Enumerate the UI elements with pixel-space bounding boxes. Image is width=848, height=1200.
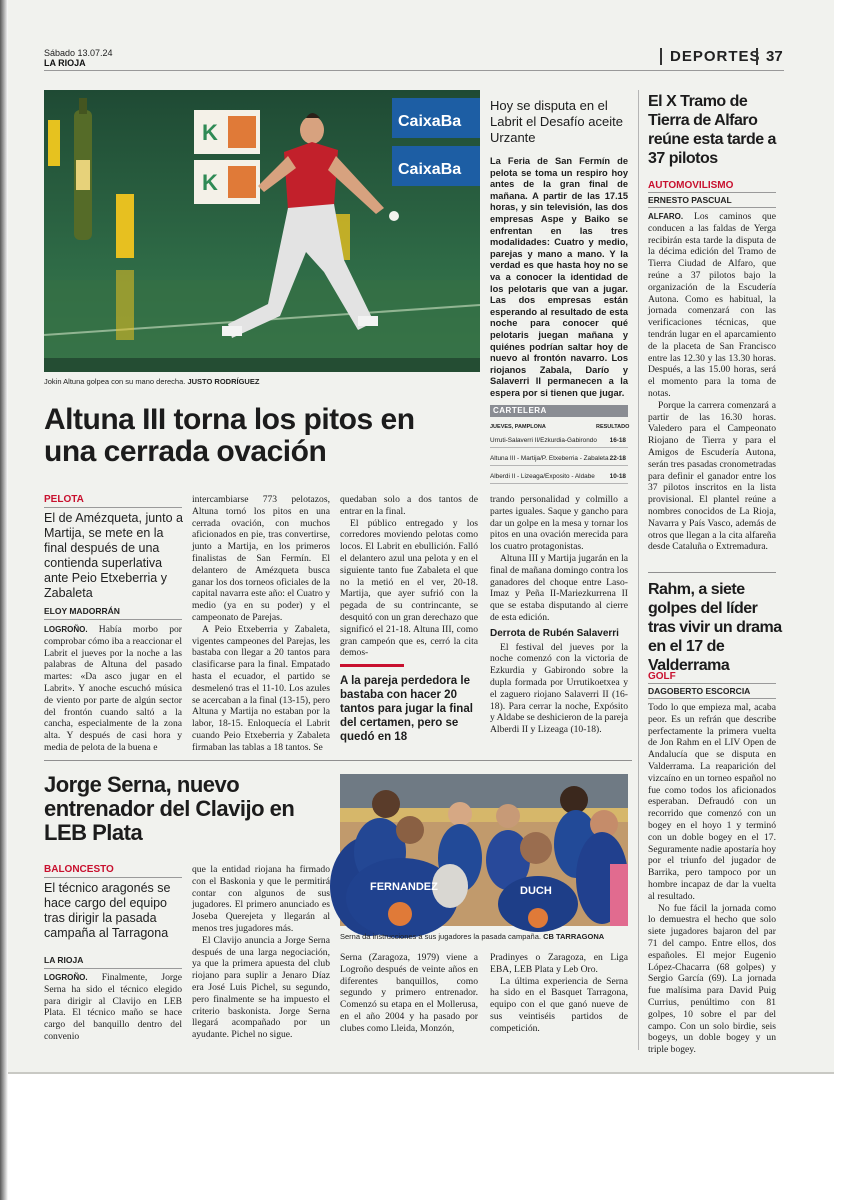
alfaro-p2: Porque la carrera comenzará a partir de las 16.30 horas. Valedero para el Campeonato Riojano de Tierra y para el Amigos de Escudería Autona, serán tres pasadas cronometradas para definir el ganador entre los 37 pilotos inscritos en la lista provisional. El plantel reúne a nombres conocidos de La Rioja, Navarra y País Vasco, además de otros que llegan a la cita alfareña desde Cataluña o Extremadura.: [648, 399, 776, 553]
publication-name: LA RIOJA: [44, 58, 86, 68]
k-logo-1: K: [202, 120, 218, 145]
altuna-photo-illustration: [44, 90, 480, 372]
serna-subhead: El técnico aragonés se hace cargo del equipo tras dirigir la pasada campaña al Tarragona: [44, 881, 171, 940]
serna-column-2: [192, 864, 330, 1041]
jersey-name-duch: DUCH: [520, 885, 552, 897]
urzante-text: La Feria de San Fermín de pelota se toma un respiro hoy antes de la gran final de mañana. A partir de las 17.15 horas, y sin televisión, las dos empresas Aspe y Baiko se enfrentan en las tres modalidades: Cuatro y medio, parejas y mano a mano. Y la verdad es que hasta hoy no se va a conocer la identidad de los pelotaris que van a jugar. Las dos empresas están esperando al resultado de esta noche para conocer qué pelotaris juegan mañana y quiénes podrían saltar hoy de nuevo al frontón navarro. Los riojanos Zabala, Darío y Salaverri II permanecen a la espera por si tienen que jugar.: [490, 156, 628, 398]
serna-col2-p2: El Clavijo anuncia a Jorge Serna después de una larga negociación, ya que la primera apuesta del club riojano para suplir a Jenaro Díaz era José Luis Pichel, su segundo, pero finalmente se ha impuesto el criterio baskonista. Jorge Serna llegará acompañado por un ayudante. Pichel no sigue.: [192, 934, 330, 1041]
altuna-col1-text: Había morbo por comprobar cómo iba a reaccionar el Labrit el jueves por la noche a las palabras de Altuna del pasado martes: «Da asco jugar en el Labrit». Y anoche escuchó música de viento por parte de algún sector del frontón cuando saltó a la cancha, especialmente de la zona alta. Y después de casi hora y media de pelota de la buena e: [44, 624, 182, 753]
serna-column-4: [490, 952, 628, 1036]
alfaro-byline-rule: [648, 207, 776, 208]
altuna-column-1: [44, 624, 182, 753]
caixabank-ad-1: CaixaBa: [398, 113, 462, 130]
alfaro-p1: Los caminos que conducen a las faldas de Yerga recibirán esta tarde la disputa de la décima edición del Tramo de Tierra Ciudad de Alfaro, que reúne a 37 pilotos bajo la organización de la Escudería Autona. Como es habitual, la jornada comenzará con las verificaciones técnicas, que tendrán lugar en el aparcamiento de la placeta de San Francisco entre las 12.30 y las 13.30 horas. Después, a las 15.00 horas, será el momento para la toma de notas.: [648, 211, 776, 399]
cartelera-score: 22-18: [609, 455, 626, 462]
altuna-kicker-rule: [44, 507, 182, 508]
altuna-caption-text: Jokin Altuna golpea con su mano derecha.: [44, 377, 186, 386]
rahm-kicker-rule: [648, 683, 776, 684]
urzante-title: Hoy se disputa en el Labrit el Desafío aceite Urzante: [490, 98, 623, 145]
serna-col3-text: Serna (Zaragoza, 1979) viene a Logroño después de veinte años en diferentes banquillos, como segundo y primero entrenador. Comenzó su etapa en el Mollerusa, en el año 2004 y ha pasado por clubes como Lleida, Monzón,: [340, 952, 478, 1034]
altuna-col2-p1: intercambiarse 773 pelotazos, Altuna tornó los pitos en una cerrada ovación, con muchos aficionados en pie, tras convertirse, junto a Martija, en los primeros finalistas de San Fermín. El delantero de Amézqueta busca ganar los dos torneos oficiales de la capital navarra este año: el Cuatro y medio (ya en su poder) y el campeonato de Parejas.: [192, 494, 330, 623]
altuna-col4-p2: Altuna III y Martija jugarán en la final de mañana domingo contra los ganadores del choque entre Laso-Imaz y Peña II-Mariezkurrena II que se estaba disputando al cierre de esta edición.: [490, 552, 628, 623]
altuna-photo-credit: JUSTO RODRÍGUEZ: [187, 377, 260, 386]
k-logo-2: K: [202, 170, 218, 195]
altuna-column-3: [340, 494, 478, 659]
altuna-headline: Altuna III torna los pitos en una cerrada ovación: [44, 403, 415, 468]
serna-col2-p1: que la entidad riojana ha firmado con el Baskonia y que le permitirá contar con algunos de sus jugadores. El primero anunciado es Joseba Querejeta y llegarán al menos tres jugadores más.: [192, 864, 330, 934]
altuna-col3-p2: El público entregado y los corredores moviendo pelotas como locos. El Labrit en ebullición. Falló el delantero azul una pelota y en el siguiente tanto fue Zabaleta el que no la metió en el ver, 20-18. Martija, que ayer sufrió con la pegada de su contrincante, se desquitó con un gran derechazo que significó el 21-18. Altuna III, como gran campeón que es, cerró la cita demos-: [340, 517, 478, 659]
serna-column-3: [340, 952, 478, 1036]
altuna-col4-subtitle: Derrota de Rubén Salaverri: [490, 627, 619, 639]
rahm-p2: No fue fácil la jornada como lo demuestra el hecho que solo siete jugadores bajaron del par 71 del campo. Entre ellos, dos españoles. El mejor Eugenio López-Chacarra (68 golpes) y Sergio García (69). La jornada fue malísima para David Puig Currius, penúltimo con 81 golpes, 10 sobre el par del campo. Con un solo birdie, seis bogeys, un doble bogey y un triple bogey.: [648, 902, 776, 1056]
rahm-headline: Rahm, a siete golpes del líder tras vivir un drama en el 17 de Valderrama: [648, 581, 782, 674]
altuna-kicker: PELOTA: [44, 494, 84, 505]
right-column-divider: [638, 90, 639, 1050]
serna-byline-rule: [44, 968, 182, 969]
header-rule: [44, 70, 784, 71]
rahm-byline: DAGOBERTO ESCORCIA: [648, 686, 751, 696]
altuna-col3-p1: quedaban solo a dos tantos de entrar en la final.: [340, 494, 478, 517]
altuna-col4-p3: El festival del jueves por la noche comenzó con la victoria de Ezkurdia y Gabirondo sobre la dupla formada por Urrutikoetxea y el zaguero riojano Salaverri II (16-18). Para cerrar la noche, Expósito y Aldabe se deshicieron de la pareja Alberdi II y Lizeaga (10-18).: [490, 641, 628, 736]
alfaro-dateline: ALFARO.: [648, 212, 684, 221]
serna-col1-text: Finalmente, Jorge Serna ha sido el técnico elegido para dirigir al Clavijo en LEB Plata. El técnico maño se hace cargo del banquillo dentro del convenio: [44, 972, 182, 1042]
page-number: 37: [756, 48, 783, 65]
alfaro-body: [648, 211, 776, 575]
altuna-photo-caption: [44, 377, 480, 386]
cartelera-result-header: RESULTADO: [596, 424, 630, 430]
serna-caption-text: Serna da instrucciones a sus jugadores la pasada campaña.: [340, 932, 541, 941]
rahm-byline-rule: [648, 698, 776, 699]
serna-col4-p1: Pradinyes o Zaragoza, en Liga EBA, LEB Plata y Leb Oro.: [490, 952, 628, 975]
alfaro-byline: ERNESTO PASCUAL: [648, 195, 732, 205]
issue-date: Sábado 13.07.24: [44, 48, 113, 58]
altuna-byline-rule: [44, 619, 182, 620]
altuna-photo: [44, 90, 480, 372]
alfaro-kicker-rule: [648, 192, 776, 193]
serna-kicker-rule: [44, 877, 182, 878]
altuna-column-4: [490, 494, 628, 750]
page-bottom-edge: [8, 1072, 834, 1074]
cartelera-row: [490, 470, 628, 484]
pullquote-rule: [340, 664, 404, 667]
altuna-pullquote: A la pareja perdedora le bastaba con hacer 20 tantos para jugar la final del certamen, pero se quedó en 18: [340, 675, 473, 743]
cartelera-row: [490, 452, 628, 466]
caixabank-ad-2: CaixaBa: [398, 161, 462, 178]
altuna-col2-p2: A Peio Etxeberria y Zabaleta, vigentes campeones del Parejas, les bastaba con llegar a 20 tantos para clasificarse para la final. Empatado hasta el ecuador, el partido se desmelenó tras el 11-10. Los azules se acercaban a la final (13-15), pero Altuna y Martija no estaban por la labor, 18-15. Enloquecía el Labrit cuando Peio Etxeberria y Zabaleta firmaban las tablas a 18 tantos. Se: [192, 623, 330, 753]
cartelera-match: Altuna III - Martija/P. Etxeberria - Zabaleta: [490, 455, 609, 462]
cartelera-score: 10-18: [609, 473, 626, 480]
altuna-subhead: El de Amézqueta, junto a Martija, se mete en la final después de una contienda superlativa ante Peio Etxeberria y Zabaleta: [44, 511, 183, 600]
cartelera-match: Alberdi II - Lizeaga/Exposito - Aldabe: [490, 473, 595, 480]
altuna-dateline: LOGROÑO.: [44, 625, 88, 634]
scan-edge-shadow: [0, 0, 8, 1200]
alfaro-kicker: AUTOMOVILISMO: [648, 180, 734, 191]
rahm-body: [648, 702, 776, 1056]
cartelera-match: Urruti-Salaverri II/Ezkurdia-Gabirondo: [490, 437, 597, 444]
serna-photo-credit: CB TARRAGONA: [543, 932, 605, 941]
cartelera-label: CARTELERA: [493, 406, 547, 415]
serna-photo-illustration: [340, 774, 628, 926]
altuna-byline: ELOY MADORRÁN: [44, 606, 120, 616]
serna-column-1: [44, 972, 182, 1042]
altuna-column-2: [192, 494, 330, 753]
cartelera-score: 16-18: [609, 437, 626, 444]
altuna-col4-p1: trando personalidad y colmillo a partes iguales. Saque y gancho para dar un golpe en la mesa y tornar los pitos en una ovación merecida para los cuatro protagonistas.: [490, 494, 628, 553]
section-name: DEPORTES: [660, 48, 761, 65]
serna-photo-caption: [340, 932, 630, 941]
serna-headline: Jorge Serna, nuevo entrenador del Clavijo en LEB Plata: [44, 772, 295, 845]
rahm-kicker: GOLF: [648, 671, 676, 682]
cartelera-row: [490, 434, 628, 448]
alfaro-headline: El X Tramo de Tierra de Alfaro reúne esta tarde a 37 pilotos: [648, 93, 776, 167]
jersey-name-fernandez: FERNANDEZ: [370, 881, 438, 893]
section-divider: [44, 760, 632, 761]
serna-byline: LA RIOJA: [44, 955, 84, 965]
serna-kicker: BALONCESTO: [44, 864, 114, 875]
serna-col4-p2: La última experiencia de Serna ha sido en el Basquet Tarragona, equipo con el que ganó nueve de sus veintiséis partidos de competición.: [490, 975, 628, 1034]
serna-photo: [340, 774, 628, 926]
rahm-p1: Todo lo que empieza mal, acaba peor. Es un refrán que describe perfectamente la primera vuelta de Jon Rahm en el LIV Open de Andalucía que se disputa en Valderrama. La reaparición del vizcaíno en un torneo español no fue como todos los aficionados esperaban. Defraudó con un recorrido que comenzó con un bogey en el hoyo 1 y terminó con un doble bogey en el 17. Seguramente nadie apostaría hoy por el triunfo del jugador de Barrika, pero tampoco por un hombre incapaz de dar la vuelta al resultado.: [648, 702, 776, 902]
cartelera-event-header: JUEVES, PAMPLONA: [490, 424, 546, 430]
alfaro-separator: [648, 572, 776, 573]
serna-dateline: LOGROÑO.: [44, 973, 88, 982]
